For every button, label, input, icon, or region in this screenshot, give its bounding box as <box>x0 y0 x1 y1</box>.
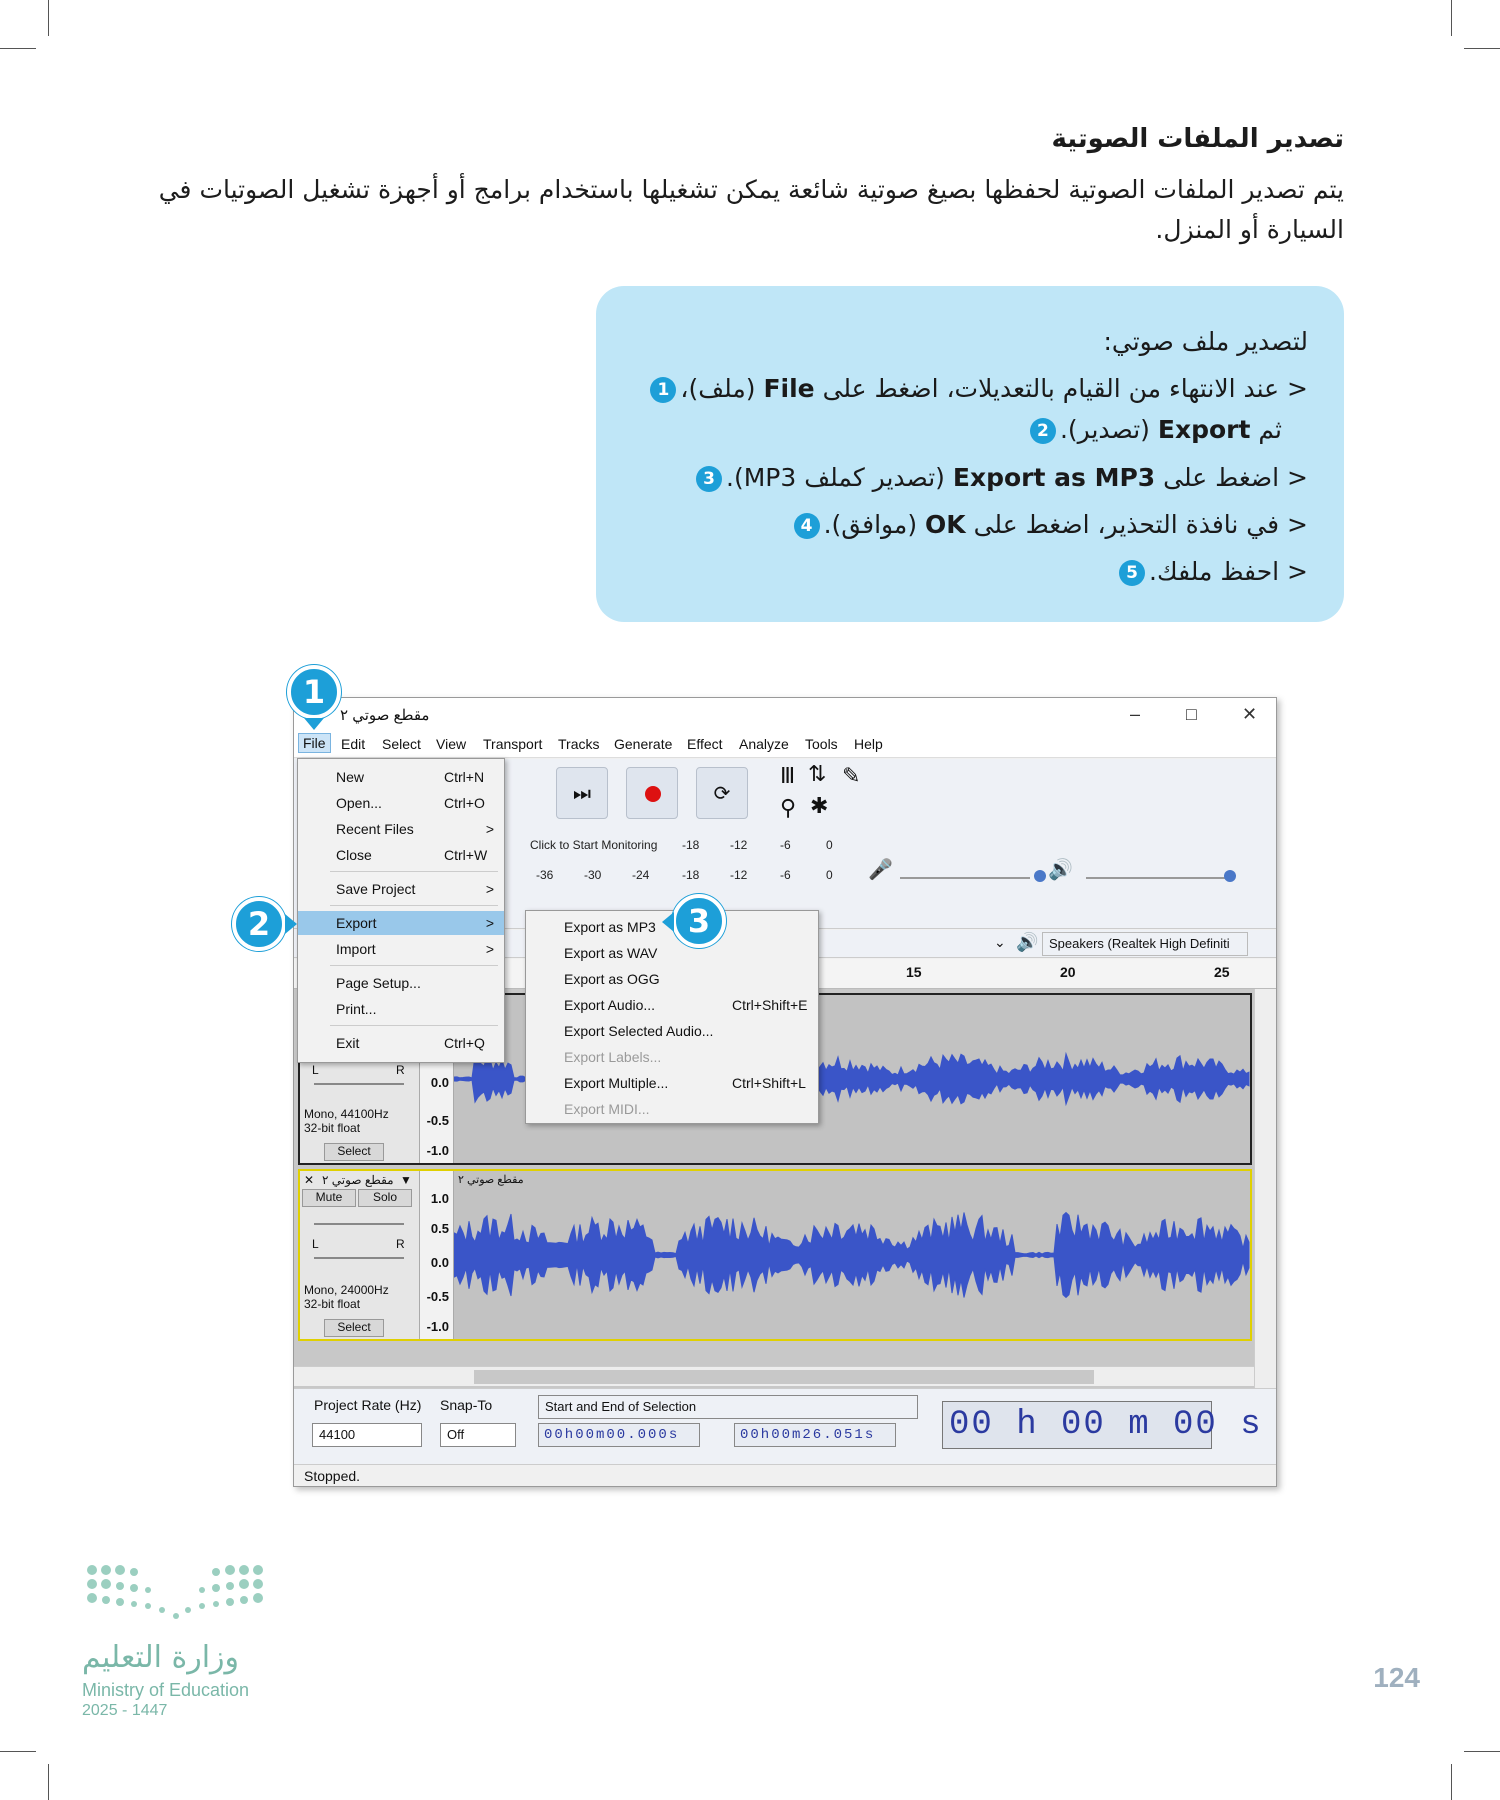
scale-label: -1.0 <box>426 1319 449 1334</box>
multi-tool-icon[interactable]: ✱ <box>810 793 829 818</box>
menu-tracks[interactable]: Tracks <box>558 736 600 752</box>
vertical-scrollbar[interactable] <box>1254 989 1276 1389</box>
menu-item-export-multiple[interactable]: Export Multiple... Ctrl+Shift+L <box>564 1075 806 1091</box>
crop-mark <box>48 0 49 36</box>
pan-right-label: R <box>396 1063 405 1077</box>
step-number-2: 2 <box>1030 418 1056 444</box>
meter-tick: -24 <box>632 868 650 882</box>
export-submenu <box>525 910 819 1124</box>
select-button[interactable]: Select <box>324 1143 384 1161</box>
skip-end-button[interactable]: ⏭ <box>556 767 608 819</box>
zoom-tool-icon[interactable]: ⚲ <box>780 795 797 820</box>
menu-select[interactable]: Select <box>382 736 421 752</box>
step-badge-1: 1 <box>287 665 341 719</box>
step-number-3: 3 <box>696 466 722 492</box>
vertical-scale <box>420 1171 454 1339</box>
snap-to-select[interactable]: Off <box>440 1423 516 1447</box>
mute-button[interactable]: Mute <box>302 1189 356 1207</box>
pan-slider[interactable] <box>314 1257 404 1259</box>
menu-item-import[interactable]: Import > <box>336 941 494 957</box>
draw-tool-icon[interactable]: ✎ <box>842 763 861 788</box>
step-2: < اضغط على Export as MP3 (تصدير كملف MP3).3 <box>648 454 1308 501</box>
selection-start-time[interactable]: 00h00m00.000s <box>538 1423 700 1447</box>
close-icon[interactable]: ✕ <box>1242 704 1258 724</box>
waveform <box>454 1171 1250 1339</box>
crop-mark <box>1451 1764 1452 1800</box>
track-control-panel <box>300 1171 420 1339</box>
meter-tick: -36 <box>536 868 554 882</box>
menu-help[interactable]: Help <box>854 736 883 752</box>
menu-item-recent-files[interactable]: Recent Files > <box>336 821 494 837</box>
speaker-icon: 🔊 <box>1016 932 1039 952</box>
scale-label: 0.0 <box>430 1255 449 1270</box>
chevron-down-icon[interactable]: ⌄ <box>994 934 1006 950</box>
waveform-panel[interactable] <box>454 1171 1250 1339</box>
record-button[interactable] <box>626 767 678 819</box>
maximize-icon[interactable]: □ <box>1186 704 1197 724</box>
output-device-select[interactable]: Speakers (Realtek High Definiti <box>1042 932 1248 956</box>
pan-left-label: L <box>312 1237 319 1251</box>
meter-tick: -18 <box>682 868 700 882</box>
meter-tick: -6 <box>780 838 791 852</box>
select-button[interactable]: Select <box>324 1319 384 1337</box>
menu-item-export-wav[interactable]: Export as WAV <box>564 945 658 961</box>
audio-position-display[interactable]: 00 h 00 m 00 s <box>942 1401 1212 1449</box>
crop-mark <box>1464 48 1500 49</box>
step-1: < عند الانتهاء من القيام بالتعديلات، اضغط على File (ملف)،1 <box>648 365 1308 412</box>
scale-label: -1.0 <box>426 1143 449 1158</box>
menu-effect[interactable]: Effect <box>687 736 723 752</box>
menu-item-open[interactable]: Open... Ctrl+O <box>336 795 485 811</box>
menu-item-print[interactable]: Print... <box>336 1001 377 1017</box>
badge-pointer <box>285 914 297 934</box>
track-name[interactable]: مقطع صوتي ٢ <box>322 1173 394 1187</box>
meter-tick: -12 <box>730 868 748 882</box>
track-format: Mono, 24000Hz <box>304 1283 389 1297</box>
step-number-4: 4 <box>794 513 820 539</box>
menu-tools[interactable]: Tools <box>805 736 838 752</box>
menu-bar <box>294 732 1276 758</box>
pan-left-label: L <box>312 1063 319 1077</box>
menu-separator <box>330 965 498 966</box>
crop-mark <box>1464 1751 1500 1752</box>
track-bit-depth: 32-bit float <box>304 1121 361 1135</box>
track-bit-depth: 32-bit float <box>304 1297 361 1311</box>
meter-tick: -12 <box>730 838 748 852</box>
scale-label: -0.5 <box>426 1289 449 1304</box>
crop-mark <box>0 1751 36 1752</box>
meter-tick: 0 <box>826 868 833 882</box>
menu-item-export-labels: Export Labels... <box>564 1049 662 1065</box>
loop-button[interactable]: ⟳ <box>696 767 748 819</box>
menu-item-page-setup[interactable]: Page Setup... <box>336 975 421 991</box>
scrollbar-thumb[interactable] <box>474 1370 1094 1384</box>
menu-item-export-ogg[interactable]: Export as OGG <box>564 971 660 987</box>
step-badge-3: 3 <box>672 894 726 948</box>
speaker-icon: 🔊 <box>1048 859 1073 881</box>
recording-volume-slider[interactable] <box>900 877 1030 879</box>
playback-volume-slider[interactable] <box>1086 877 1226 879</box>
page-number: 124 <box>1373 1662 1420 1693</box>
envelope-tool-icon[interactable]: ⇅ <box>808 761 827 786</box>
pan-right-label: R <box>396 1237 405 1251</box>
menu-item-export[interactable]: Export > <box>298 911 504 935</box>
menu-item-export-mp3[interactable]: Export as MP3 <box>564 919 656 935</box>
callout-steps <box>648 318 1308 595</box>
project-rate-select[interactable]: 44100 <box>312 1423 422 1447</box>
menu-item-export-midi: Export MIDI... <box>564 1101 650 1117</box>
step-number-5: 5 <box>1119 560 1145 586</box>
meter-tick: -30 <box>584 868 602 882</box>
menu-view[interactable]: View <box>436 736 467 752</box>
badge-pointer <box>662 912 674 932</box>
meter-monitor-label[interactable]: Click to Start Monitoring <box>530 838 658 852</box>
edition-year: 2025 - 1447 <box>82 1702 168 1719</box>
scale-label: -0.5 <box>426 1113 449 1128</box>
menu-item-close[interactable]: Close Ctrl+W <box>336 847 488 863</box>
menu-analyze[interactable]: Analyze <box>739 736 789 752</box>
ministry-logo-icon <box>82 1560 272 1626</box>
clip-name: مقطع صوتي ٢ <box>458 1174 524 1186</box>
ruler-label: 15 <box>906 964 922 980</box>
step-number-1: 1 <box>650 377 676 403</box>
crop-mark <box>1451 0 1452 36</box>
menu-item-exit[interactable]: Exit Ctrl+Q <box>336 1035 485 1051</box>
meter-tick: -18 <box>682 838 700 852</box>
selection-tool-icon[interactable]: Ⅲ <box>780 763 796 788</box>
ministry-name-arabic: وزارة التعليم <box>82 1640 240 1675</box>
scale-label: 1.0 <box>430 1191 449 1206</box>
slider-knob[interactable] <box>1224 870 1236 882</box>
audacity-window <box>293 697 1277 1487</box>
selection-toolbar <box>294 1388 1276 1464</box>
ruler-label: 25 <box>1214 964 1230 980</box>
menu-separator <box>330 871 498 872</box>
crop-mark <box>0 48 36 49</box>
callout-title: لتصدير ملف صوتي: <box>1103 327 1308 356</box>
menu-separator <box>330 1025 498 1026</box>
horizontal-scrollbar[interactable] <box>294 1366 1254 1386</box>
title-bar <box>294 698 1276 732</box>
section-heading: تصدير الملفات الصوتية <box>1051 124 1344 154</box>
meter-tick: 0 <box>826 838 833 852</box>
audio-track-2[interactable] <box>298 1169 1252 1341</box>
step-badge-2: 2 <box>232 897 286 951</box>
step-1-cont: ثم Export (تصدير).2 <box>648 412 1308 454</box>
minimize-icon[interactable]: – <box>1130 704 1141 724</box>
menu-edit[interactable]: Edit <box>341 736 366 752</box>
close-icon[interactable]: ✕ <box>304 1173 315 1187</box>
menu-file[interactable]: File <box>298 733 331 753</box>
menu-generate[interactable]: Generate <box>614 736 673 752</box>
meter-tick: -6 <box>780 868 791 882</box>
badge-pointer <box>304 718 324 730</box>
menu-item-export-selected-audio[interactable]: Export Selected Audio... <box>564 1023 714 1039</box>
scale-label: 0.5 <box>430 1221 449 1236</box>
ruler-label: 20 <box>1060 964 1076 980</box>
pan-slider[interactable] <box>314 1083 404 1085</box>
selection-mode-select[interactable]: Start and End of Selection <box>538 1395 918 1419</box>
step-3: < في نافذة التحذير، اضغط على OK (موافق).4 <box>648 501 1308 548</box>
project-rate-label: Project Rate (Hz) <box>314 1397 422 1413</box>
status-bar: Stopped. <box>294 1464 1276 1487</box>
menu-item-new[interactable]: New Ctrl+N <box>336 769 485 785</box>
solo-button[interactable]: Solo <box>358 1189 412 1207</box>
menu-item-export-audio[interactable]: Export Audio... Ctrl+Shift+E <box>564 997 808 1013</box>
menu-item-save-project[interactable]: Save Project > <box>336 881 494 897</box>
selection-end-time[interactable]: 00h00m26.051s <box>734 1423 896 1447</box>
gain-slider[interactable] <box>314 1223 404 1225</box>
ministry-name-english: Ministry of Education <box>82 1680 250 1700</box>
slider-knob[interactable] <box>1034 870 1046 882</box>
menu-separator <box>330 905 498 906</box>
step-4: < احفظ ملفك.5 <box>648 548 1308 595</box>
record-icon <box>645 786 661 802</box>
menu-transport[interactable]: Transport <box>483 736 543 752</box>
intro-paragraph: يتم تصدير الملفات الصوتية لحفظها بصيغ صوتية شائعة يمكن تشغيلها باستخدام برامج أو أجهزة تشغيل الصوتيات في السيارة أو المنزل. <box>158 175 1344 244</box>
crop-mark <box>48 1764 49 1800</box>
track-format: Mono, 44100Hz <box>304 1107 389 1121</box>
scale-label: 0.0 <box>430 1075 449 1090</box>
chevron-down-icon[interactable]: ▼ <box>400 1173 412 1187</box>
window-title: مقطع صوتي ٢ <box>340 707 430 724</box>
snap-to-label: Snap-To <box>440 1397 493 1413</box>
file-menu <box>297 758 505 1063</box>
microphone-icon: 🎤 <box>868 859 893 881</box>
